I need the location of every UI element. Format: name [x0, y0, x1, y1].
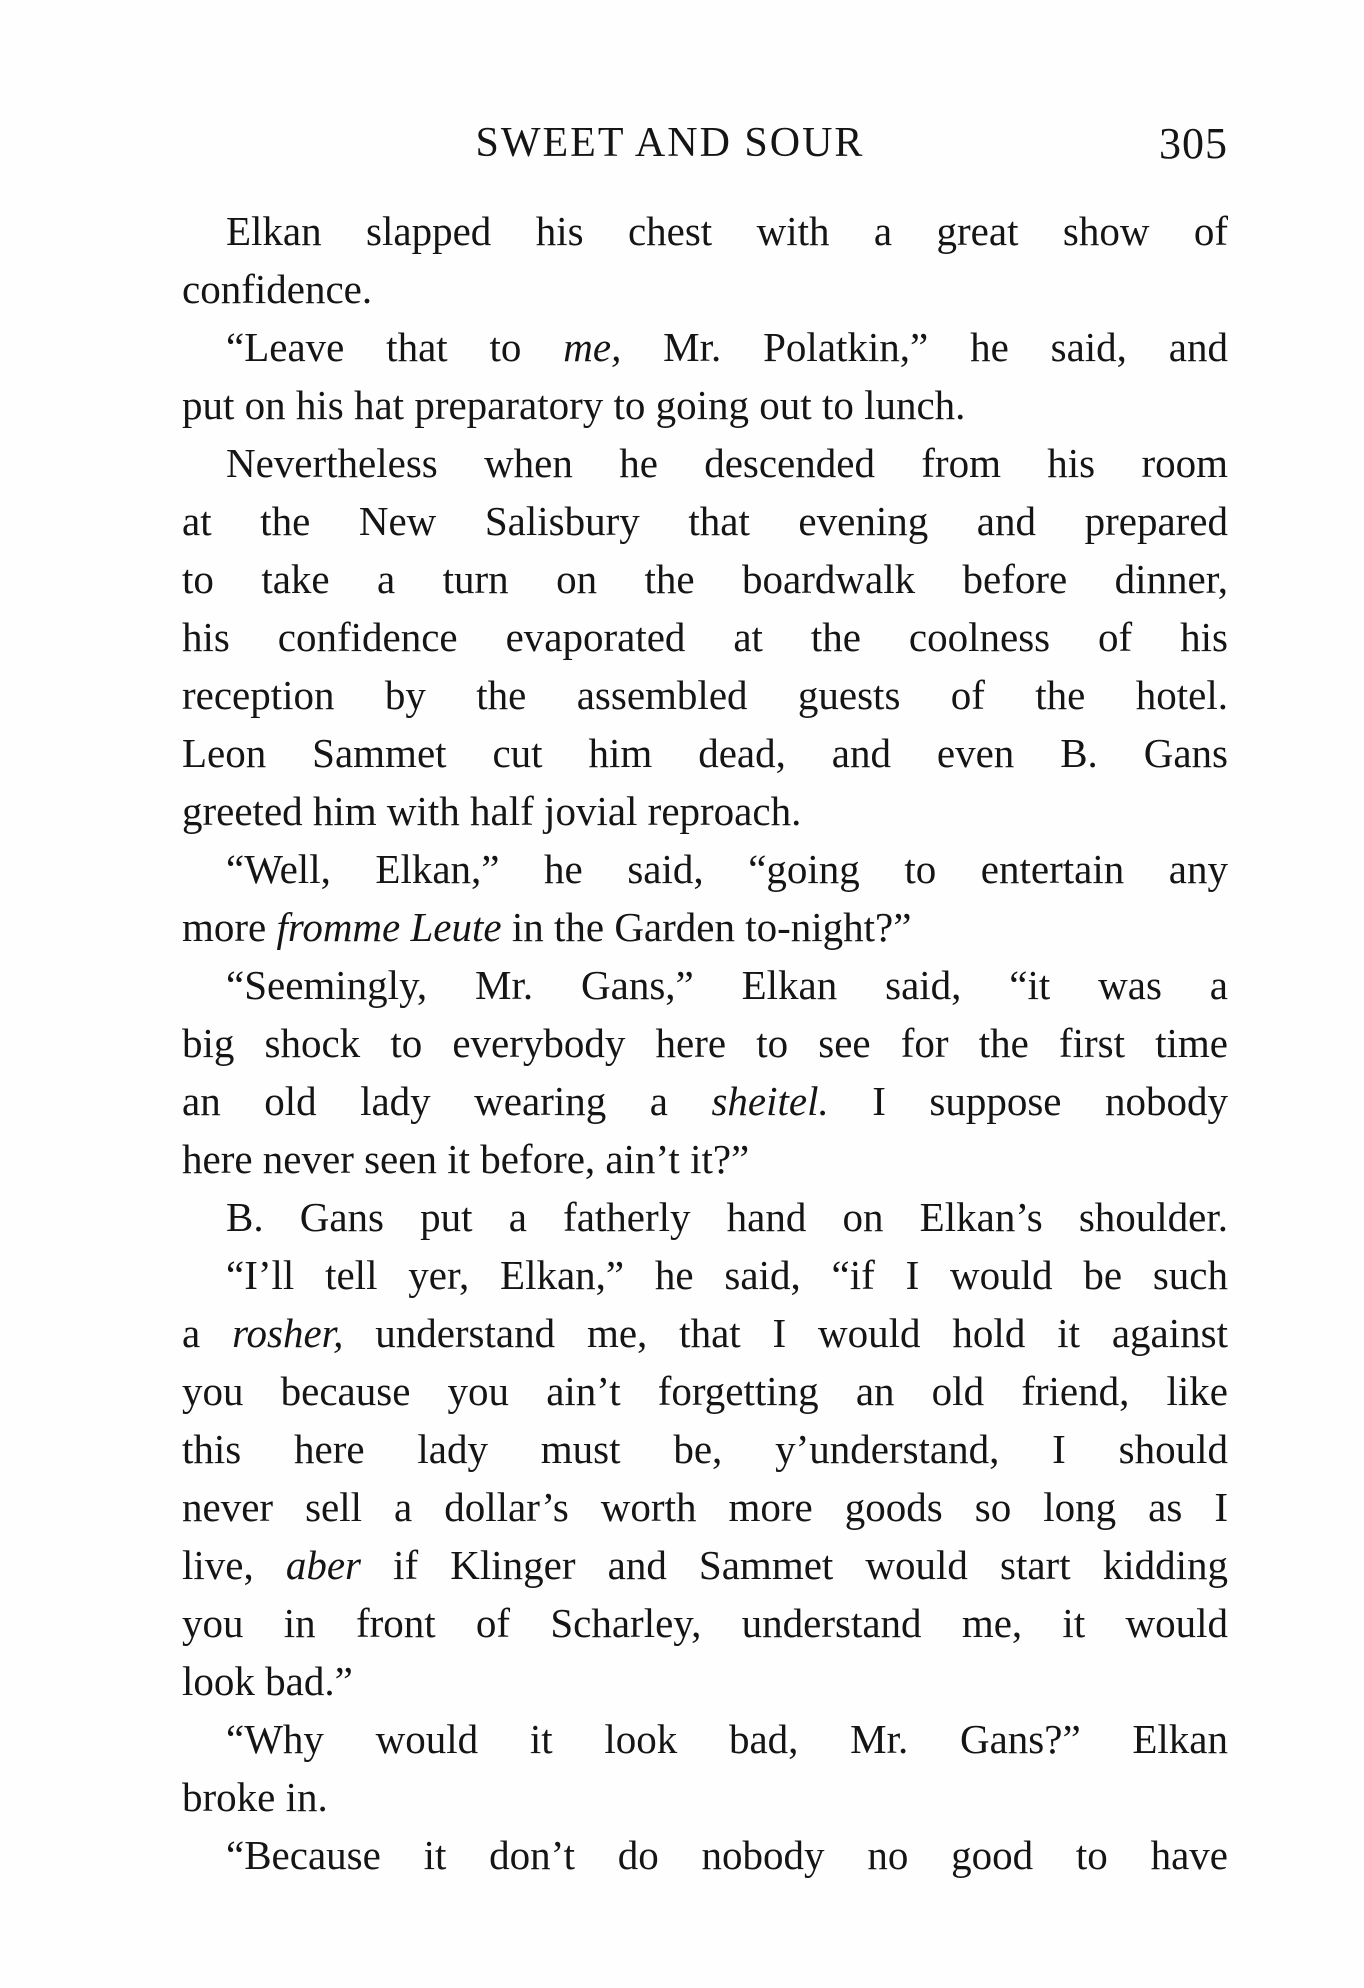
text-line: [182, 724, 1228, 782]
text-segment: broke in.: [182, 1774, 328, 1820]
text-segment: his confidence evaporated at the coolness of his: [182, 614, 1228, 660]
text-segment: to take a turn on the boardwalk before dinner,: [182, 556, 1228, 602]
text-segment: greeted him with half jovial reproach.: [182, 788, 802, 834]
text-line: [182, 898, 1228, 956]
text-segment: if Klinger and Sammet would start kidding: [361, 1542, 1228, 1588]
text-segment: a: [182, 1310, 233, 1356]
text-segment: big shock to everybody here to see for the first time: [182, 1020, 1228, 1066]
running-head: [182, 118, 1228, 178]
text-segment: “Well, Elkan,” he said, “going to entertain any: [226, 846, 1228, 892]
text-line: [182, 1594, 1228, 1652]
text-line: [182, 1536, 1228, 1594]
italic-text: fromme Leute: [276, 904, 502, 950]
text-segment: at the New Salisbury that evening and prepared: [182, 498, 1228, 544]
running-title: SWEET AND SOUR: [475, 120, 865, 166]
text-line: [182, 1420, 1228, 1478]
text-line: [182, 1072, 1228, 1130]
text-segment: “Because it don’t do nobody no good to have: [226, 1832, 1228, 1878]
text-segment: “Seemingly, Mr. Gans,” Elkan said, “it was a: [226, 962, 1228, 1008]
italic-text: me,: [563, 324, 622, 370]
text-segment: an old lady wearing a: [182, 1078, 712, 1124]
text-line: [182, 1826, 1228, 1884]
text-segment: you because you ain’t forgetting an old friend, like: [182, 1368, 1228, 1414]
text-line: [182, 956, 1228, 1014]
text-segment: live,: [182, 1542, 286, 1588]
text-segment: put on his hat preparatory to going out to lunch.: [182, 382, 966, 428]
text-line: [182, 1362, 1228, 1420]
text-segment: reception by the assembled guests of the hotel.: [182, 672, 1228, 718]
italic-text: aber: [285, 1542, 361, 1588]
text-segment: this here lady must be, y’understand, I should: [182, 1426, 1228, 1472]
text-segment: B. Gans put a fatherly hand on Elkan’s shoulder.: [226, 1194, 1228, 1240]
page-number: 305: [1159, 119, 1228, 168]
text-line: [182, 608, 1228, 666]
text-segment: you in front of Scharley, understand me, it would: [182, 1600, 1228, 1646]
text-segment: confidence.: [182, 266, 373, 312]
text-line: [182, 260, 1228, 318]
italic-text: rosher,: [232, 1310, 344, 1356]
text-segment: Leon Sammet cut him dead, and even B. Gans: [182, 730, 1228, 776]
text-segment: “Why would it look bad, Mr. Gans?” Elkan: [226, 1716, 1228, 1762]
text-line: [182, 782, 1228, 840]
text-line: [182, 202, 1228, 260]
text-segment: I suppose nobody: [828, 1078, 1228, 1124]
text-line: [182, 434, 1228, 492]
text-line: [182, 666, 1228, 724]
text-segment: Elkan slapped his chest with a great show of: [226, 208, 1228, 254]
text-line: [182, 550, 1228, 608]
text-segment: look bad.”: [182, 1658, 353, 1704]
text-line: [182, 1478, 1228, 1536]
text-line: [182, 1768, 1228, 1826]
text-segment: “I’ll tell yer, Elkan,” he said, “if I would be such: [226, 1252, 1228, 1298]
text-line: [182, 1130, 1228, 1188]
text-segment: never sell a dollar’s worth more goods so long as I: [182, 1484, 1228, 1530]
italic-text: sheitel.: [711, 1078, 829, 1124]
body-text: [182, 202, 1228, 1884]
text-segment: “Leave that to: [226, 324, 564, 370]
text-line: [182, 1304, 1228, 1362]
text-segment: here never seen it before, ain’t it?”: [182, 1136, 750, 1182]
text-segment: more: [182, 904, 277, 950]
text-line: [182, 318, 1228, 376]
text-segment: Mr. Polatkin,” he said, and: [621, 324, 1228, 370]
text-segment: in the Garden to-night?”: [501, 904, 912, 950]
text-segment: Nevertheless when he descended from his room: [226, 440, 1228, 486]
text-segment: understand me, that I would hold it against: [343, 1310, 1228, 1356]
text-line: [182, 1652, 1228, 1710]
text-line: [182, 376, 1228, 434]
text-line: [182, 1188, 1228, 1246]
text-line: [182, 1246, 1228, 1304]
text-line: [182, 1014, 1228, 1072]
text-line: [182, 840, 1228, 898]
text-line: [182, 492, 1228, 550]
text-line: [182, 1710, 1228, 1768]
